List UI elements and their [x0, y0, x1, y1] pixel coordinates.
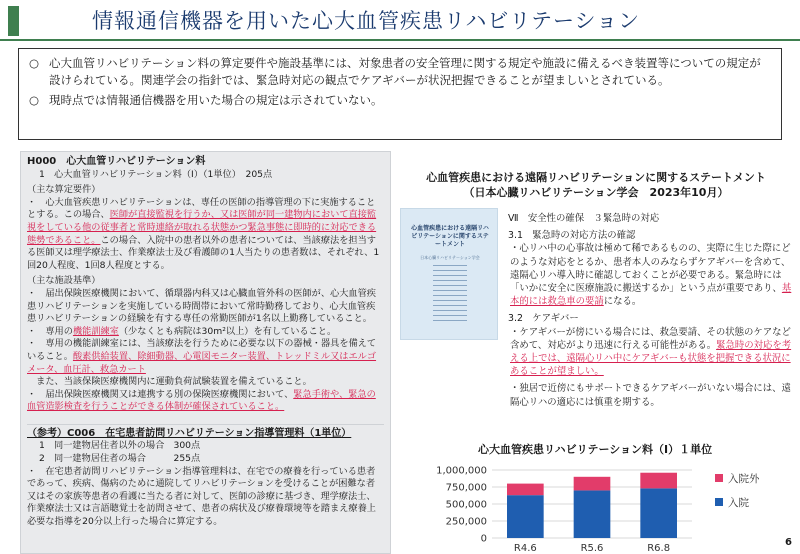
y-tick-label: 0 [480, 533, 487, 545]
cover-toc-lines [433, 265, 467, 325]
title-rule [0, 39, 800, 41]
title-accent [8, 6, 19, 36]
section-3-1-highlight: 基本的には救急車の要請 [510, 283, 792, 308]
x-tick-label: R5.6 [580, 543, 604, 554]
requirements-highlight: 医師が直接監視を行うか、又は医師が同一建物内において直接監視をしている他の従事者と常時連絡が取れる状態かつ緊急事態に即時的に対応できる態勢であること。 [27, 209, 377, 246]
facility-item-3-a: ・ 専用の機能訓練室には、当該療法を行うために必要な以下の器械・器具を備えていること。 [27, 338, 377, 362]
bar-入院外 [507, 484, 544, 496]
statement-title-line-1: 心血管疾患における遠隔リハビリテーションに関するステートメント [426, 171, 766, 184]
statement-text [508, 209, 794, 409]
title-bar [0, 0, 800, 40]
chart [420, 448, 790, 554]
y-tick-label: 1,000,000 [436, 465, 487, 477]
c006-section [27, 424, 384, 529]
facility-item-4 [27, 389, 384, 414]
facility-heading: （主な施設基準） [27, 275, 101, 287]
legend-label: 入院外 [728, 473, 760, 485]
bar-入院 [574, 490, 611, 538]
intro-text-1: 心大血管リハビリテーション料の算定要件や施設基準には、対象患者の安全管理に関する規定や施設に備えるべき装置等についての規定が設けられている。関連学会の指針では、緊急時対応の観点でケアギバーが状況把握できることが望ましいとされている。 [49, 56, 761, 87]
cover-subtitle: 日本心臓リハビリテーション学会 [420, 255, 480, 260]
intro-box [18, 48, 782, 140]
requirements-heading: （主な算定要件） [27, 184, 101, 196]
requirements-text-a: ・ 心大血管疾患リハビリテーションは、専任の医師の指導管理の下に実施することとする。この場合、 [27, 196, 376, 221]
bar-入院 [507, 495, 544, 538]
page-number: 6 [785, 537, 792, 548]
c006-text: ・ 在宅患者訪問リハビリテーション指導管理料は、在宅での療養を行っている患者であって、疾病、傷病のために通院してリハビリテーションを受けることが困難な者又はその家族等患者の看護に当たる者に対して、医師の診療に基づき、理学療法士、作業療法士又は言語聴覚士を訪問させて、患者の病状及び療養環境等を踏まえ療養上必要な指導を20分以上行った場合に算定する。 [27, 465, 376, 528]
legend-swatch [715, 474, 723, 482]
section-3-2-text [508, 326, 794, 379]
chart-svg [420, 448, 790, 554]
section-3-1-text [508, 242, 794, 308]
bar-入院 [640, 488, 677, 538]
facility-item-4-a: ・ 届出保険医療機関又は連携する別の保険医療機関において、 [27, 388, 294, 400]
facility-highlight-equipment: 酸素供給装置、除細動器、心電図モニター装置、トレッドミル又はエルゴメータ、血圧計、救急カート [27, 350, 377, 375]
section-vii-heading: Ⅶ 安全性の確保 ３緊急時の対応 [508, 213, 660, 224]
facility-item-3b: また、当該保険医療機関内に運動負荷試験装置を備えていること。 [27, 376, 312, 388]
c006-title: （参考）C006 在宅患者訪問リハビリテーション指導管理料（1単位） [27, 427, 352, 439]
page-title: 情報通信機器を用いた心大血管疾患リハビリテーション [92, 9, 641, 33]
c006-item-1: 1 同一建物居住者以外の場合 300点 [39, 440, 201, 452]
facility-highlight-emergency: 緊急手術や、緊急の血管造影検査を行うことができる体制が確保されていること。 [27, 388, 376, 413]
x-tick-label: R6.8 [647, 543, 671, 554]
bar-入院外 [574, 477, 611, 491]
statement-title-line-2: （日本心臓リハビリテーション学会 2023年10月） [463, 186, 729, 199]
bullet-icon: ○ [29, 93, 40, 107]
legend-label: 入院 [728, 497, 749, 509]
bar-入院外 [640, 473, 677, 489]
section-3-1-text-a: ・心リハ中の心事故は極めて稀であるものの、実際に生じた際にどのような対応をとるか、患者本人のみならずケアギバーを含めて、遠隔心リハ導入時に確認しておくことが必要である。緊急時には「いかに安全に医療施設に搬送するか」という点が重要であり、 [510, 243, 791, 295]
facility-item-3 [27, 338, 384, 376]
facility-highlight-room: 機能訓練室 [72, 325, 119, 337]
chart-title: 心大血管疾患リハビリテーション料（Ⅰ）１単位 [478, 443, 713, 456]
statement-cover-image [400, 208, 498, 340]
facility-item-1: ・ 届出保険医療機関において、循環器内科又は心臓血管外科の医師が、心大血管疾患リハビリテーションを実施している時間帯において常時勤務しており、心大血管疾患リハビリテーションの経験を有する専任の常勤医師が1名以上勤務していること。 [27, 287, 376, 325]
cover-title: 心血管疾患における遠隔リハビリテーションに関するステートメント [411, 225, 489, 248]
intro-point-2 [29, 92, 771, 109]
intro-point-1 [29, 55, 771, 89]
reimbursement-panel [20, 151, 391, 554]
requirements-text [27, 197, 384, 273]
legend-swatch [715, 498, 723, 506]
section-3-2-heading: 3.2 ケアギバー [508, 313, 579, 325]
intro-text-2: 現時点では情報通信機器を用いた場合の規定は示されていない。 [49, 93, 383, 107]
section-3-2-text-b: ・独居で近傍にもサポートできるケアギバーがいない場合には、遠隔心リハの適応には慎重を期する。 [510, 383, 791, 408]
section-3-2-highlight: 緊急時の対応を考える上では、遠隔心リハ中にケアギバーも状態を把握できる状況にあることが望ましい。 [510, 339, 792, 378]
h000-item: 1 心大血管リハビリテーション料（Ⅰ）（1単位） 205点 [39, 168, 273, 180]
section-3-1-text-b: になる。 [603, 296, 642, 308]
y-tick-label: 250,000 [445, 516, 487, 528]
bullet-icon: ○ [29, 56, 40, 70]
statement-title [398, 170, 794, 200]
requirements-text-b: この場合、入院中の患者以外の患者については、当該療法を担当する医師又は理学療法士、作業療法士及び看護師の1人当たりの患者数は、それぞれ、1回20人程度、1回8人程度とする。 [27, 234, 380, 271]
y-tick-label: 750,000 [445, 482, 487, 494]
x-tick-label: R4.6 [513, 543, 537, 554]
section-3-1-heading: 3.1 緊急時の対応方法の確認 [508, 230, 636, 242]
facility-item-2-b: （少なくとも病院は30m²以上）を有していること。 [118, 325, 337, 337]
facility-item-2-a: ・ 専用の [27, 325, 73, 337]
section-3-2-text-a: ・ケアギバーが傍にいる場合には、救急要請、その状態のケアなど含めて、対応がより迅速に行える可能性がある。 [510, 326, 791, 351]
h000-title: H000 心大血管リハビリテーション料 [27, 156, 206, 167]
c006-item-2: 2 同一建物居住者の場合 255点 [39, 453, 201, 465]
facility-item-2 [27, 326, 384, 339]
y-tick-label: 500,000 [445, 499, 487, 511]
